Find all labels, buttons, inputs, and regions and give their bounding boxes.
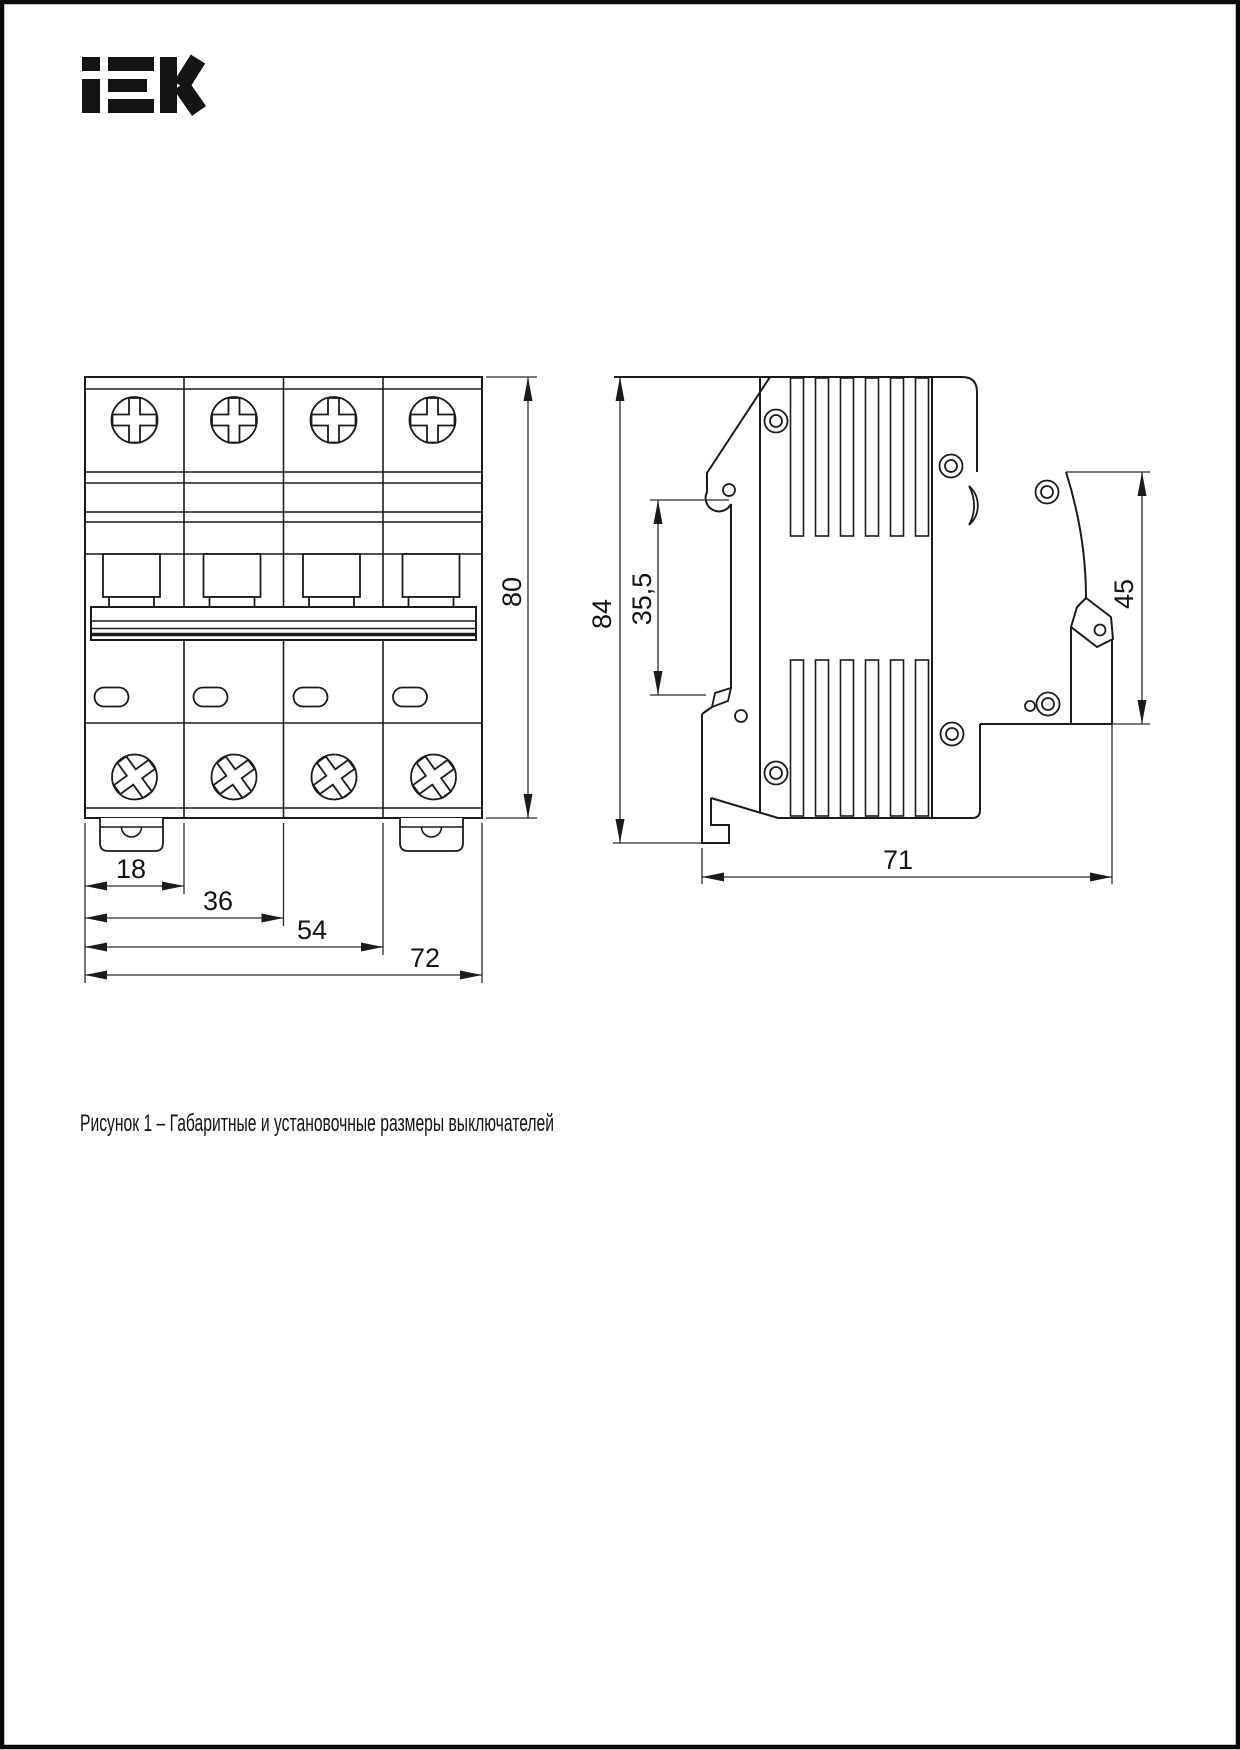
vent-slots-upper [791, 378, 929, 536]
marking-window [95, 688, 129, 707]
handle-tie-bar [91, 607, 476, 640]
dim-label-80: 80 [497, 576, 527, 608]
dim-label-71: 71 [882, 845, 914, 875]
dim-label-18: 18 [115, 854, 147, 884]
figure-caption: Рисунок 1 – Габаритные и установочные размеры выключателей [80, 1110, 554, 1137]
side-view-drawing [614, 377, 1113, 843]
rivet [765, 410, 788, 433]
din-latch [1071, 598, 1113, 647]
iek-logo [82, 57, 199, 113]
din-spring [969, 486, 978, 525]
din-clip [100, 818, 163, 851]
dim-label-35-5: 35,5 [627, 572, 657, 626]
dim-label-72: 72 [409, 943, 441, 973]
dim-label-84: 84 [587, 598, 617, 630]
page-border [2, 2, 1238, 1747]
toggle-lever [103, 554, 160, 607]
dim-label-54: 54 [296, 915, 328, 945]
dim-label-45: 45 [1109, 578, 1139, 610]
front-view-drawing [85, 377, 482, 851]
screw-terminal-bottom [104, 746, 165, 808]
vent-slots-lower [791, 660, 929, 816]
dim-label-36: 36 [202, 886, 234, 916]
screw-terminal-top [112, 397, 158, 443]
front-view-dimensions [85, 377, 537, 983]
